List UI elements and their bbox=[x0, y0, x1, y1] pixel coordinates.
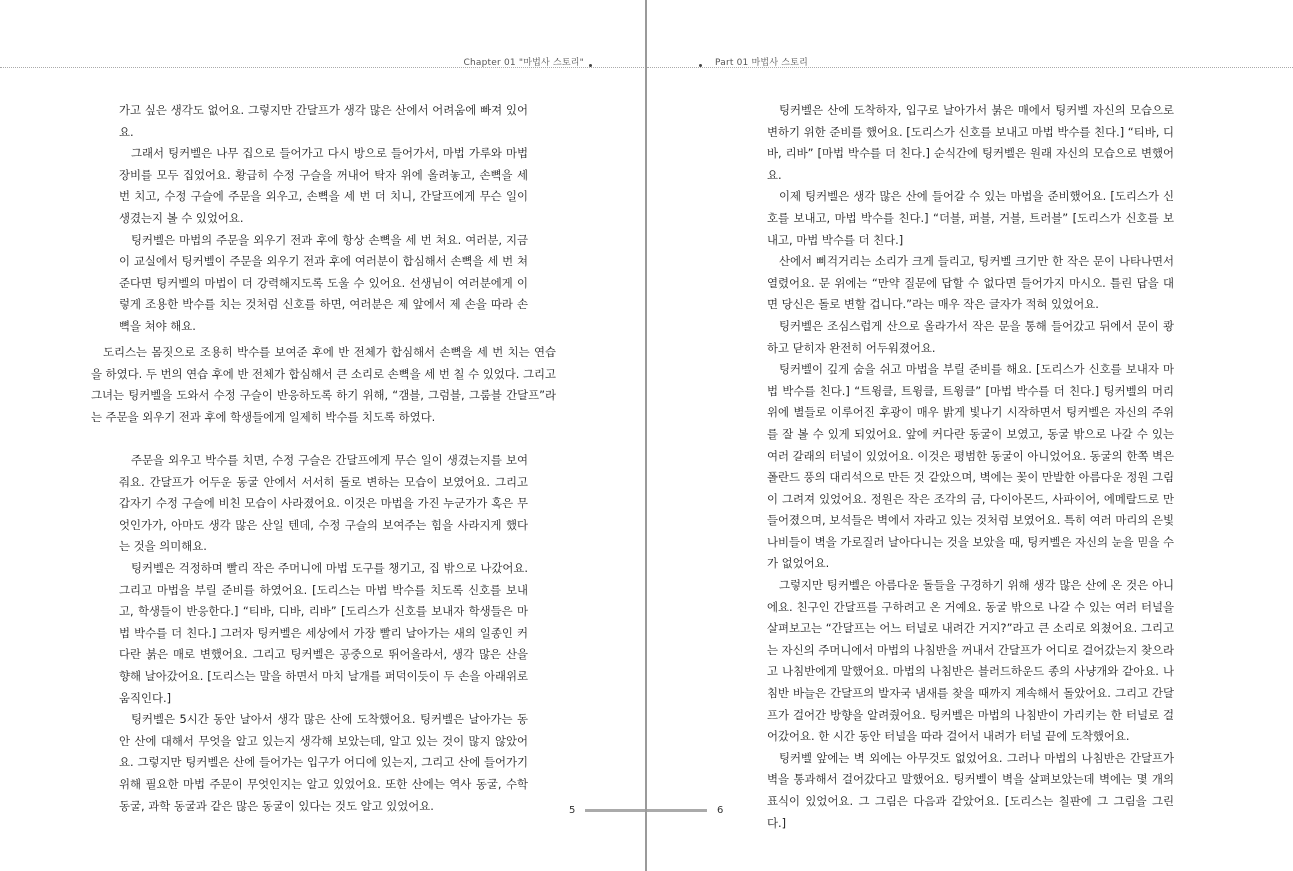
text-block-3 bbox=[119, 450, 528, 817]
paragraph: 주문을 외우고 박수를 치면, 수정 구슬은 간달프에게 무슨 일이 생겼는지를 보여줘요. 간달프가 어두운 동굴 안에서 서서히 돌로 변하는 모습이 보였어요. 그리고 갑자기 수정 구슬에 비친 모습이 사라졌어요. 이것은 마법을 가진 누군가가 혹은 무엇인가가, 아마도 생각 많은 산일 텐데, 수정 구슬의 보여주는 힘을 사라지게 했다는 것을 의미해요. bbox=[119, 453, 528, 554]
page-number: 6 bbox=[717, 805, 724, 816]
paragraph: 팅커벨은 5시간 동안 날아서 생각 많은 산에 도착했어요. 팅커벨은 날아가는 동안 산에 대해서 무엇을 알고 있는지 생각해 보았는데, 알고 있는 것이 많지 않았어요. 그렇지만 팅커벨은 산에 들어가는 입구가 어디에 있는지, 그리고 산에 들어가기 위해 필요한 마법 주문이 무엇인지는 알고 있었어요. 또한 산에는 역사 동굴, 수학 동굴, 과학 동굴과 같은 많은 동굴이 있다는 것도 알고 있었어요. bbox=[119, 712, 528, 813]
paragraph: 팅커벨은 산에 도착하자, 입구로 날아가서 붉은 매에서 팅커벨 자신의 모습으로 변하기 위한 준비를 했어요. [도리스가 신호를 보내고 마법 박수를 친다.] “티바, 디바, 리바” [마법 박수를 더 친다.] 순식간에 팅커벨은 원래 자신의 모습으로 변했어요. bbox=[767, 103, 1174, 182]
paragraph: 그래서 팅커벨은 나무 집으로 들어가고 다시 방으로 들어가서, 마법 가루와 마법 장비를 모두 집었어요. 황급히 수정 구슬을 꺼내어 탁자 위에 올려놓고, 손뼉을 세 번 치고, 수정 구슬에 주문을 외우고, 손뼉을 세 번 더 치니, 간달프에게 무슨 일이 생겼는지 볼 수 있었어요. bbox=[119, 146, 528, 225]
paragraph: 그렇지만 팅커벨은 아름다운 돌들을 구경하기 위해 생각 많은 산에 온 것은 아니에요. 친구인 간달프를 구하려고 온 거예요. 동굴 밖으로 나갈 수 있는 여러 터널을 살펴보고는 “간달프는 어느 터널로 내려간 거지?”라고 큰 소리로 외쳤어요. 그리고는 자신의 주머니에서 마법의 나침반을 꺼내서 간달프가 어디로 걸어갔는지 찾으라고 나침반에게 말했어요. 마법의 나침반은 블러드하운드 종의 사냥개와 같아요. 나침반 바늘은 간달프의 발자국 냄새를 찾을 때까지 계속해서 돌았어요. 그리고 간달프가 걸어간 방향을 알려줬어요. 팅커벨은 마법의 나침반이 가리키는 한 터널로 걸어갔어요. 한 시간 동안 터널을 따라 걸어서 내려가 터널 끝에 도착했어요. bbox=[767, 578, 1174, 744]
text-block-2 bbox=[91, 342, 556, 428]
running-head: Part 01 마법사 스토리 bbox=[715, 58, 808, 68]
header-marker bbox=[589, 64, 592, 67]
page-number-bar bbox=[647, 809, 707, 812]
page-number-bar bbox=[585, 809, 646, 812]
left-page bbox=[0, 0, 646, 871]
header-rule bbox=[0, 67, 646, 68]
header-rule bbox=[647, 67, 1293, 68]
text-block bbox=[767, 100, 1174, 834]
paragraph: 팅커벨 앞에는 벽 외에는 아무것도 없었어요. 그러나 마법의 나침반은 간달프가 벽을 통과해서 걸어갔다고 말했어요. 팅커벨이 벽을 살펴보았는데 벽에는 몇 개의 표식이 있었어요. 그 그림은 다음과 같았어요. [도리스는 칠판에 그 그림을 그린다.] bbox=[767, 750, 1174, 830]
paragraph: 팅커벨이 깊게 숨을 쉬고 마법을 부릴 준비를 해요. [도리스가 신호를 보내자 마법 박수를 친다.] “트윙클, 트윙클, 트윙클” [마법 박수를 더 친다.] 팅커벨의 머리 위에 별들로 이루어진 후광이 매우 밝게 빛나기 시작하면서 팅커벨은 자신의 주위를 잘 볼 수 있게 되었어요. 앞에 커다란 동굴이 보였고, 동굴 밖으로 나갈 수 있는 여러 갈래의 터널이 있었어요. 이것은 평범한 동굴이 아니었어요. 동굴의 한쪽 벽은 폴란드 풍의 대리석으로 만든 것 같았으며, 벽에는 꽃이 만발한 아름다운 정원 그림이 그려져 있었어요. 정원은 작은 조각의 금, 다이아몬드, 사파이어, 에메랄드로 만들어졌으며, 보석들은 벽에서 자라고 있는 것처럼 보였어요. 특히 여러 마리의 은빛 나비들이 벽을 가로질러 날아다니는 것을 보았을 때, 팅커벨은 자신의 눈을 믿을 수가 없었어요. bbox=[767, 362, 1174, 571]
paragraph: 이제 팅커벨은 생각 많은 산에 들어갈 수 있는 마법을 준비했어요. [도리스가 신호를 보내고, 마법 박수를 친다.] “더블, 퍼블, 거블, 트러블” [도리스가 신호를 보내고, 마법 박수를 더 친다.] bbox=[767, 189, 1174, 247]
text-block-1 bbox=[119, 100, 528, 338]
paragraph: 도리스는 몸짓으로 조용히 박수를 보여준 후에 반 전체가 합심해서 손뼉을 세 번 치는 연습을 하였다. 두 번의 연습 후에 반 전체가 합심해서 큰 소리로 손뼉을 세 번 칠 수 있었다. 그리고 그녀는 팅커벨을 도와서 수정 구슬이 반응하도록 하기 위해, “갬블, 그럼블, 그룸블 간달프”라는 주문을 외우기 전과 후에 학생들에게 일제히 박수를 치도록 하였다. bbox=[91, 345, 556, 424]
paragraph: 팅커벨은 조심스럽게 산으로 올라가서 작은 문을 통해 들어갔고 뒤에서 문이 쾅하고 닫히자 완전히 어두워졌어요. bbox=[767, 318, 1174, 355]
paragraph: 가고 싶은 생각도 없어요. 그렇지만 간달프가 생각 많은 산에서 어려움에 빠져 있어요. bbox=[119, 103, 528, 139]
page-number: 5 bbox=[569, 805, 576, 816]
paragraph: 팅커벨은 걱정하며 빨리 작은 주머니에 마법 도구를 챙기고, 집 밖으로 나갔어요. 그리고 마법을 부릴 준비를 하였어요. [도리스는 마법 박수를 치도록 신호를 보내고, 학생들이 반응한다.] “티바, 디바, 리바” [도리스가 신호를 보내자 학생들은 마법 박수를 더 친다.] 그러자 팅커벨은 세상에서 가장 빨리 날아가는 새의 일종인 커다란 붉은 매로 변했어요. 그리고 팅커벨은 공중으로 뛰어올라서, 생각 많은 산을 향해 날아갔어요. [도리스는 말을 하면서 마치 날개를 퍼덕이듯이 두 손을 아래위로 움직인다.] bbox=[119, 560, 528, 705]
paragraph: 팅커벨은 마법의 주문을 외우기 전과 후에 항상 손뼉을 세 번 쳐요. 여러분, 지금 이 교실에서 팅커벨이 주문을 외우기 전과 후에 여러분이 합심해서 손뼉을 세 번 쳐준다면 팅커벨의 마법이 더 강력해지도록 도울 수 있어요. 선생님이 여러분에게 이렇게 조용한 박수를 치는 것처럼 신호를 하면, 여러분은 제 앞에서 제 손을 따라 손뼉을 쳐야 해요. bbox=[119, 232, 528, 333]
running-head: Chapter 01 "마법사 스토리" bbox=[463, 58, 584, 68]
header-marker bbox=[699, 64, 702, 67]
paragraph: 산에서 삐걱거리는 소리가 크게 들리고, 팅커벨 크기만 한 작은 문이 나타나면서 열렸어요. 문 위에는 “만약 질문에 답할 수 없다면 들어가지 마시오. 틀린 답을 대면 당신은 돌로 변할 겁니다.”라는 매우 작은 글자가 적혀 있었어요. bbox=[767, 254, 1174, 312]
right-page bbox=[647, 0, 1293, 871]
